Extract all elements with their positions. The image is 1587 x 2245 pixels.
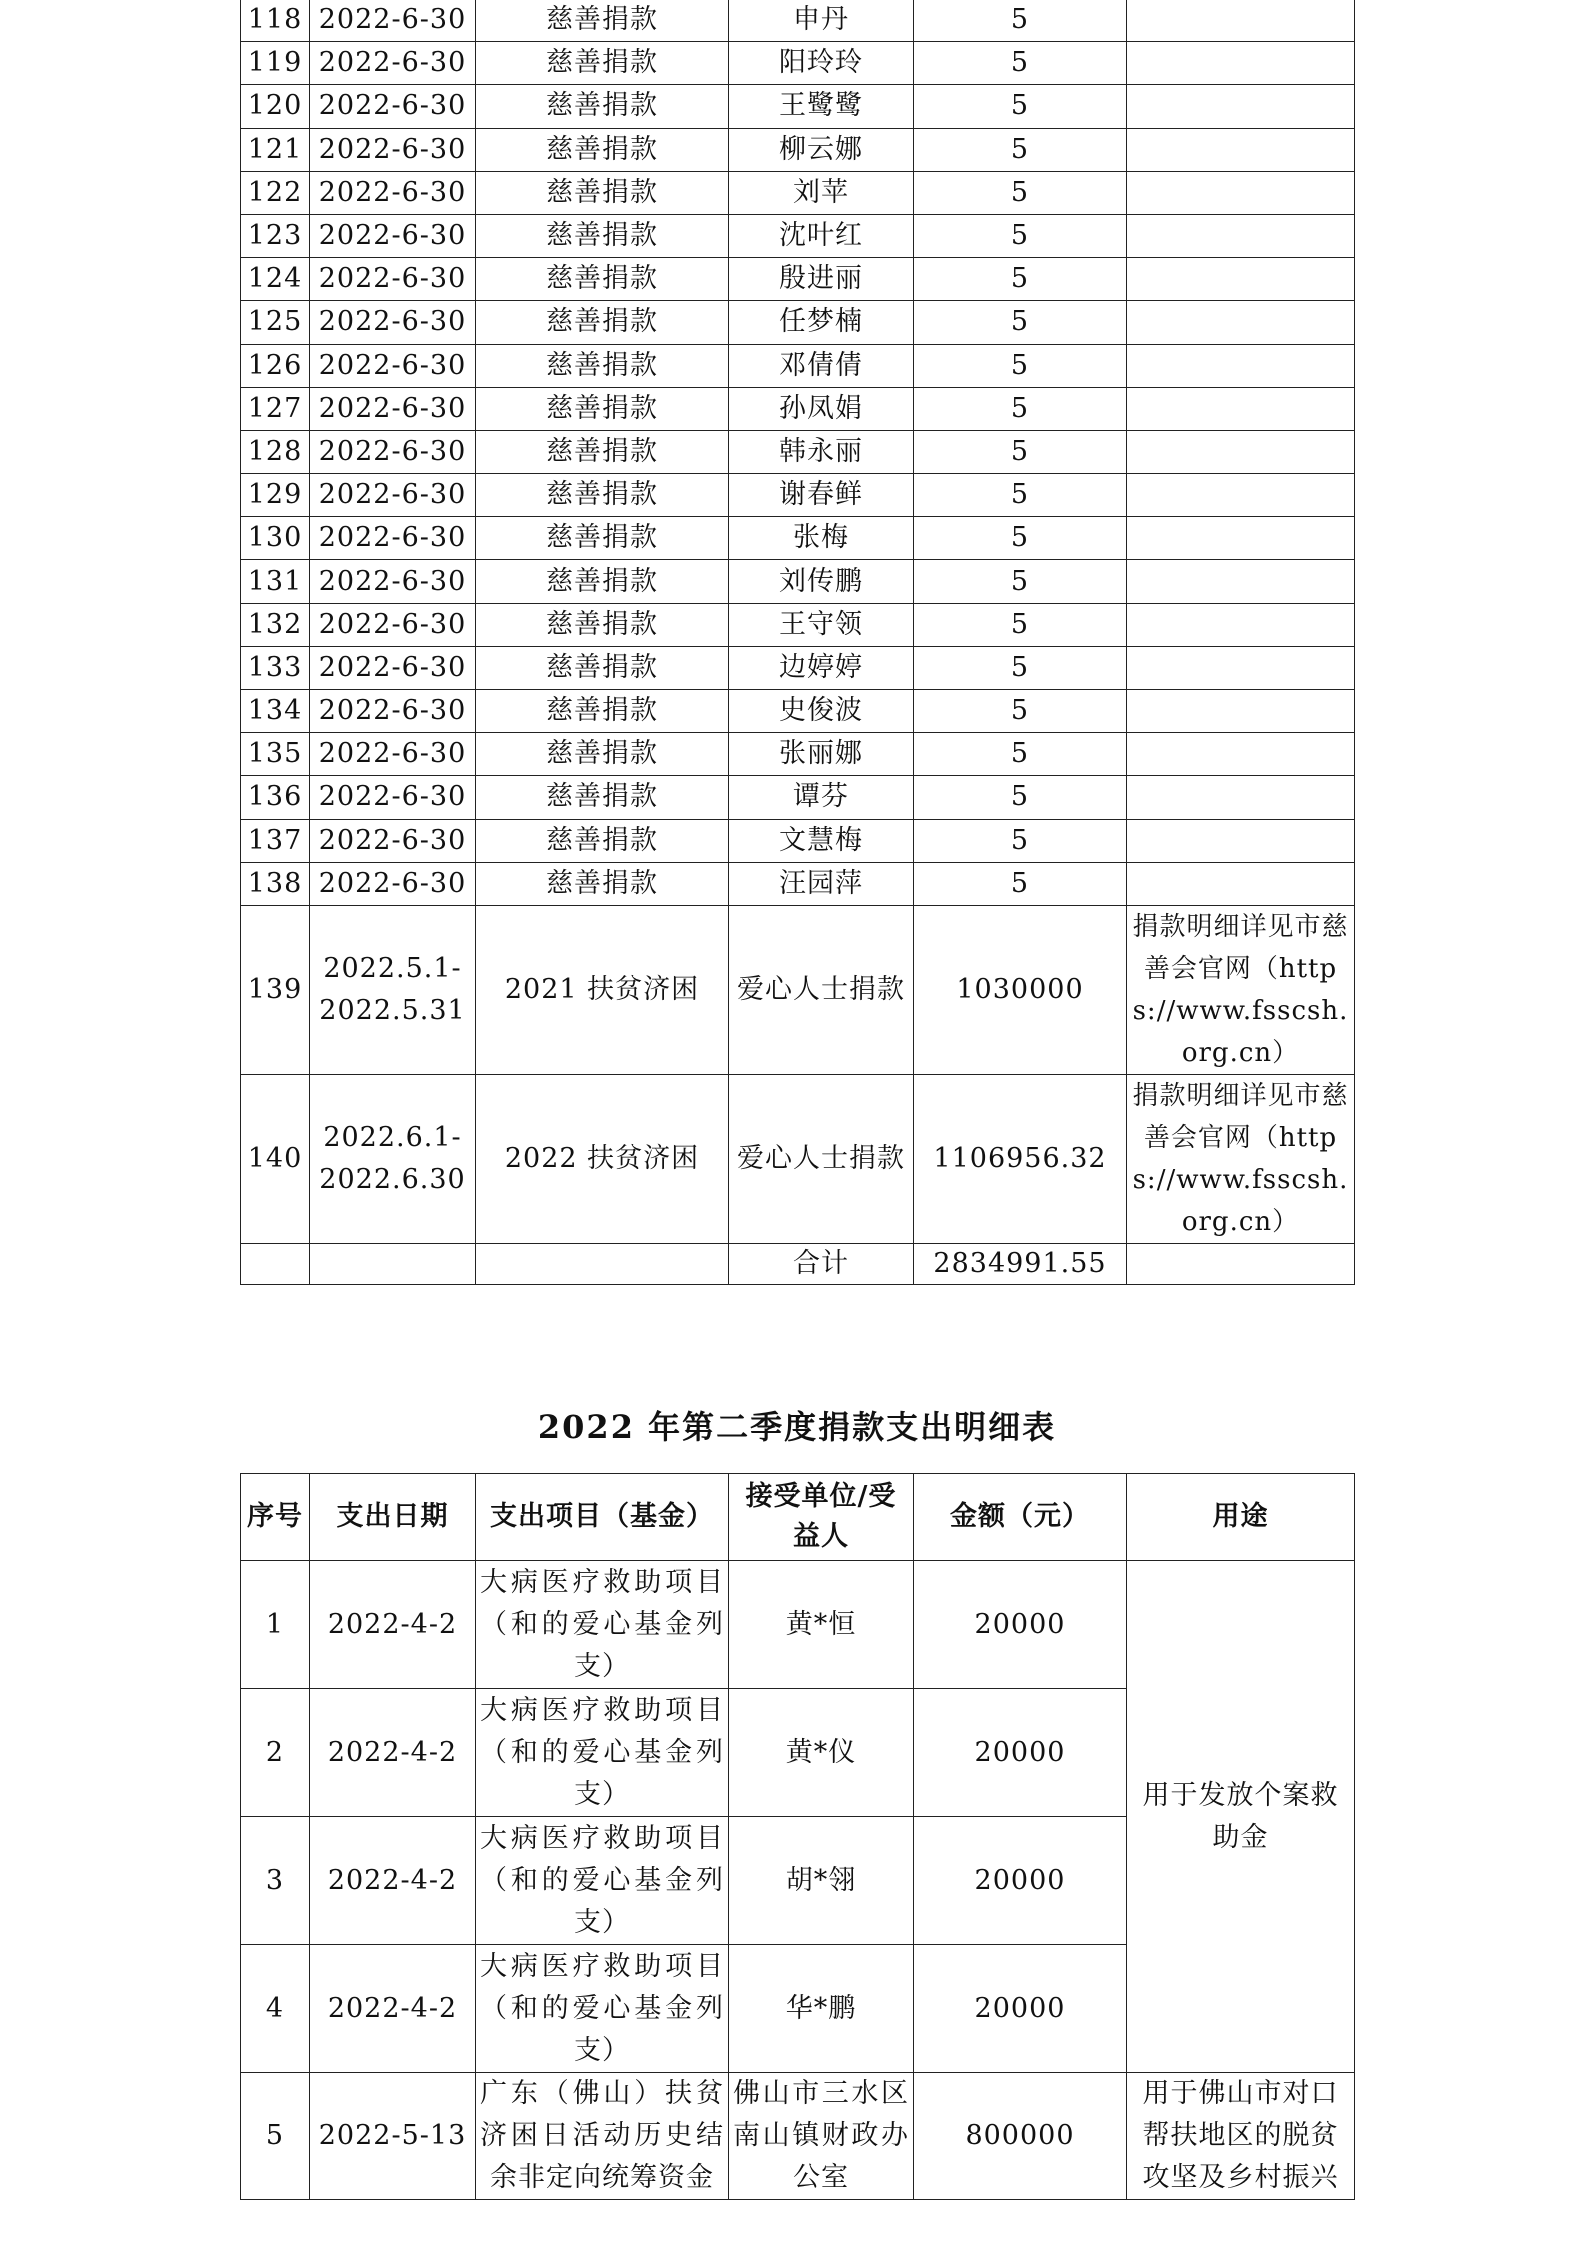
row-date: 2022-6-30 <box>310 560 476 603</box>
row-donor: 刘苹 <box>729 171 914 214</box>
row-donor: 张梅 <box>729 517 914 560</box>
row-note <box>1127 517 1355 560</box>
row-number: 127 <box>241 387 310 430</box>
table-row <box>241 646 1355 689</box>
table-row <box>241 603 1355 646</box>
row-date: 2022-6-30 <box>310 733 476 776</box>
row-amount: 5 <box>914 258 1127 301</box>
row-amount: 5 <box>914 474 1127 517</box>
row-amount: 5 <box>914 171 1127 214</box>
row-recipient: 胡*翎 <box>729 1817 914 1945</box>
row-project: 2021 扶贫济困 <box>476 905 729 1074</box>
row-amount: 5 <box>914 603 1127 646</box>
row-note <box>1127 128 1355 171</box>
row-number: 118 <box>241 0 310 42</box>
row-donor: 邓倩倩 <box>729 344 914 387</box>
row-date: 2022-6-30 <box>310 819 476 862</box>
header-recipient: 接受单位/受益人 <box>729 1474 914 1561</box>
row-donor: 谢春鲜 <box>729 474 914 517</box>
row-donor: 阳玲玲 <box>729 42 914 85</box>
row-date-range <box>310 1074 476 1243</box>
total-label: 合计 <box>729 1243 914 1284</box>
row-donor: 申丹 <box>729 0 914 42</box>
row-project: 慈善捐款 <box>476 819 729 862</box>
row-donor: 韩永丽 <box>729 430 914 473</box>
row-date: 2022-6-30 <box>310 42 476 85</box>
row-date: 2022-6-30 <box>310 603 476 646</box>
date-to: 2022.5.31 <box>319 994 466 1026</box>
expense-table-title: 2022 年第二季度捐款支出明细表 <box>537 1408 1057 1446</box>
table-row <box>241 560 1355 603</box>
row-donor: 爱心人士捐款 <box>729 905 914 1074</box>
row-project: 大病医疗救助项目（和的爱心基金列支） <box>476 1561 729 1689</box>
row-note <box>1127 862 1355 905</box>
row-project: 慈善捐款 <box>476 387 729 430</box>
row-number: 135 <box>241 733 310 776</box>
row-note <box>1127 0 1355 42</box>
row-recipient: 黄*仪 <box>729 1689 914 1817</box>
row-number: 1 <box>241 1561 310 1689</box>
row-date: 2022-5-13 <box>310 2073 476 2200</box>
row-recipient: 华*鹏 <box>729 1945 914 2073</box>
row-date-range <box>310 905 476 1074</box>
row-recipient: 佛山市三水区南山镇财政办公室 <box>729 2073 914 2200</box>
row-project: 2022 扶贫济困 <box>476 1074 729 1243</box>
date-from: 2022.5.1- <box>323 952 462 984</box>
row-number: 122 <box>241 171 310 214</box>
row-note <box>1127 733 1355 776</box>
row-amount: 5 <box>914 0 1127 42</box>
header-amount: 金额（元） <box>914 1474 1127 1561</box>
row-number: 134 <box>241 690 310 733</box>
table-row <box>241 387 1355 430</box>
row-project: 慈善捐款 <box>476 560 729 603</box>
row-project: 慈善捐款 <box>476 344 729 387</box>
row-date: 2022-4-2 <box>310 1817 476 1945</box>
table-row <box>241 171 1355 214</box>
row-project: 广东（佛山）扶贫济困日活动历史结余非定向统筹资金 <box>476 2073 729 2200</box>
row-number: 136 <box>241 776 310 819</box>
row-donor: 边婷婷 <box>729 646 914 689</box>
table-row <box>241 905 1355 1074</box>
row-project: 慈善捐款 <box>476 85 729 128</box>
table-row <box>241 862 1355 905</box>
row-date: 2022-6-30 <box>310 85 476 128</box>
row-amount: 5 <box>914 862 1127 905</box>
row-date: 2022-6-30 <box>310 301 476 344</box>
row-donor: 沈叶红 <box>729 214 914 257</box>
row-amount: 5 <box>914 42 1127 85</box>
header-project: 支出项目（基金） <box>476 1474 729 1561</box>
row-donor: 爱心人士捐款 <box>729 1074 914 1243</box>
row-project: 大病医疗救助项目（和的爱心基金列支） <box>476 1945 729 2073</box>
header-no: 序号 <box>241 1474 310 1561</box>
row-amount: 5 <box>914 690 1127 733</box>
row-date: 2022-6-30 <box>310 646 476 689</box>
row-number: 139 <box>241 905 310 1074</box>
row-amount: 5 <box>914 733 1127 776</box>
row-note: 捐款明细详见市慈善会官网（https://www.fsscsh.org.cn） <box>1127 1074 1355 1243</box>
row-date: 2022-4-2 <box>310 1561 476 1689</box>
table-row <box>241 258 1355 301</box>
row-date: 2022-6-30 <box>310 0 476 42</box>
row-project: 慈善捐款 <box>476 862 729 905</box>
row-number: 121 <box>241 128 310 171</box>
row-donor: 张丽娜 <box>729 733 914 776</box>
row-number: 123 <box>241 214 310 257</box>
row-note <box>1127 301 1355 344</box>
row-number: 128 <box>241 430 310 473</box>
table-row <box>241 776 1355 819</box>
row-date: 2022-6-30 <box>310 344 476 387</box>
header-date: 支出日期 <box>310 1474 476 1561</box>
row-number: 2 <box>241 1689 310 1817</box>
row-project: 慈善捐款 <box>476 171 729 214</box>
row-amount: 20000 <box>914 1945 1127 2073</box>
expense-table <box>240 1473 1355 2200</box>
row-use: 用于佛山市对口帮扶地区的脱贫攻坚及乡村振兴 <box>1127 2073 1355 2200</box>
row-date: 2022-6-30 <box>310 776 476 819</box>
shared-use-cell: 用于发放个案救助金 <box>1127 1561 1355 2073</box>
row-number: 5 <box>241 2073 310 2200</box>
row-number: 131 <box>241 560 310 603</box>
row-donor: 史俊波 <box>729 690 914 733</box>
row-amount: 5 <box>914 387 1127 430</box>
row-note <box>1127 387 1355 430</box>
row-project: 慈善捐款 <box>476 690 729 733</box>
row-note <box>1127 42 1355 85</box>
row-amount: 5 <box>914 214 1127 257</box>
row-project: 慈善捐款 <box>476 733 729 776</box>
row-number: 129 <box>241 474 310 517</box>
row-amount: 1106956.32 <box>914 1074 1127 1243</box>
row-project: 慈善捐款 <box>476 474 729 517</box>
row-number: 124 <box>241 258 310 301</box>
row-note <box>1127 603 1355 646</box>
row-number: 125 <box>241 301 310 344</box>
table-row <box>241 85 1355 128</box>
row-date: 2022-6-30 <box>310 690 476 733</box>
row-project: 慈善捐款 <box>476 0 729 42</box>
row-amount: 5 <box>914 128 1127 171</box>
row-amount: 5 <box>914 85 1127 128</box>
row-date: 2022-6-30 <box>310 128 476 171</box>
table-row <box>241 1074 1355 1243</box>
table-row <box>241 474 1355 517</box>
row-project: 慈善捐款 <box>476 42 729 85</box>
row-date: 2022-6-30 <box>310 214 476 257</box>
table-row <box>241 430 1355 473</box>
row-amount: 5 <box>914 646 1127 689</box>
row-note <box>1127 430 1355 473</box>
row-donor: 王鹭鹭 <box>729 85 914 128</box>
table-row <box>241 2073 1355 2200</box>
total-row <box>241 1243 1355 1284</box>
expense-header-row <box>241 1474 1355 1561</box>
row-number: 3 <box>241 1817 310 1945</box>
row-number: 133 <box>241 646 310 689</box>
row-project: 慈善捐款 <box>476 128 729 171</box>
row-donor: 柳云娜 <box>729 128 914 171</box>
row-project: 慈善捐款 <box>476 646 729 689</box>
table-row <box>241 517 1355 560</box>
table-row <box>241 0 1355 42</box>
row-amount: 5 <box>914 301 1127 344</box>
row-project: 慈善捐款 <box>476 517 729 560</box>
table-row <box>241 819 1355 862</box>
table-row <box>241 128 1355 171</box>
date-to: 2022.6.30 <box>319 1163 466 1195</box>
row-donor: 谭芬 <box>729 776 914 819</box>
row-number: 120 <box>241 85 310 128</box>
expense-table-body <box>241 1561 1355 2200</box>
row-date: 2022-6-30 <box>310 517 476 560</box>
row-note <box>1127 214 1355 257</box>
row-project: 慈善捐款 <box>476 776 729 819</box>
row-donor: 汪园萍 <box>729 862 914 905</box>
row-date: 2022-6-30 <box>310 430 476 473</box>
total-empty-cell <box>310 1243 476 1284</box>
row-note: 捐款明细详见市慈善会官网（https://www.fsscsh.org.cn） <box>1127 905 1355 1074</box>
row-date: 2022-6-30 <box>310 474 476 517</box>
row-amount: 1030000 <box>914 905 1127 1074</box>
table-row <box>241 690 1355 733</box>
date-from: 2022.6.1- <box>323 1121 462 1153</box>
row-date: 2022-4-2 <box>310 1689 476 1817</box>
row-project: 慈善捐款 <box>476 603 729 646</box>
total-amount: 2834991.55 <box>914 1243 1127 1284</box>
row-date: 2022-6-30 <box>310 862 476 905</box>
row-donor: 刘传鹏 <box>729 560 914 603</box>
total-empty-cell <box>476 1243 729 1284</box>
row-note <box>1127 474 1355 517</box>
row-date: 2022-6-30 <box>310 387 476 430</box>
row-note <box>1127 85 1355 128</box>
row-project: 大病医疗救助项目（和的爱心基金列支） <box>476 1817 729 1945</box>
row-number: 137 <box>241 819 310 862</box>
row-note <box>1127 560 1355 603</box>
row-note <box>1127 344 1355 387</box>
table-row <box>241 42 1355 85</box>
row-project: 慈善捐款 <box>476 301 729 344</box>
row-date: 2022-4-2 <box>310 1945 476 2073</box>
row-donor: 文慧梅 <box>729 819 914 862</box>
row-number: 140 <box>241 1074 310 1243</box>
row-note <box>1127 690 1355 733</box>
table-row <box>241 344 1355 387</box>
total-empty-cell <box>1127 1243 1355 1284</box>
row-note <box>1127 819 1355 862</box>
total-empty-cell <box>241 1243 310 1284</box>
row-amount: 5 <box>914 560 1127 603</box>
row-date: 2022-6-30 <box>310 258 476 301</box>
donation-table-body <box>241 0 1355 1284</box>
row-project: 慈善捐款 <box>476 430 729 473</box>
table-row <box>241 301 1355 344</box>
row-number: 138 <box>241 862 310 905</box>
row-number: 132 <box>241 603 310 646</box>
row-number: 130 <box>241 517 310 560</box>
row-amount: 20000 <box>914 1561 1127 1689</box>
row-number: 126 <box>241 344 310 387</box>
row-donor: 殷进丽 <box>729 258 914 301</box>
row-donor: 任梦楠 <box>729 301 914 344</box>
row-amount: 800000 <box>914 2073 1127 2200</box>
row-number: 4 <box>241 1945 310 2073</box>
row-note <box>1127 171 1355 214</box>
row-note <box>1127 258 1355 301</box>
row-note <box>1127 646 1355 689</box>
row-note <box>1127 776 1355 819</box>
row-amount: 5 <box>914 430 1127 473</box>
row-amount: 5 <box>914 819 1127 862</box>
row-recipient: 黄*恒 <box>729 1561 914 1689</box>
header-use: 用途 <box>1127 1474 1355 1561</box>
row-project: 慈善捐款 <box>476 258 729 301</box>
row-amount: 20000 <box>914 1817 1127 1945</box>
row-donor: 孙凤娟 <box>729 387 914 430</box>
row-amount: 5 <box>914 517 1127 560</box>
table-row <box>241 214 1355 257</box>
row-amount: 20000 <box>914 1689 1127 1817</box>
table-row <box>241 733 1355 776</box>
row-project: 大病医疗救助项目（和的爱心基金列支） <box>476 1689 729 1817</box>
row-date: 2022-6-30 <box>310 171 476 214</box>
row-project: 慈善捐款 <box>476 214 729 257</box>
row-amount: 5 <box>914 344 1127 387</box>
row-number: 119 <box>241 42 310 85</box>
donation-table <box>240 0 1355 1285</box>
table-row <box>241 1561 1355 1689</box>
row-donor: 王守领 <box>729 603 914 646</box>
row-amount: 5 <box>914 776 1127 819</box>
